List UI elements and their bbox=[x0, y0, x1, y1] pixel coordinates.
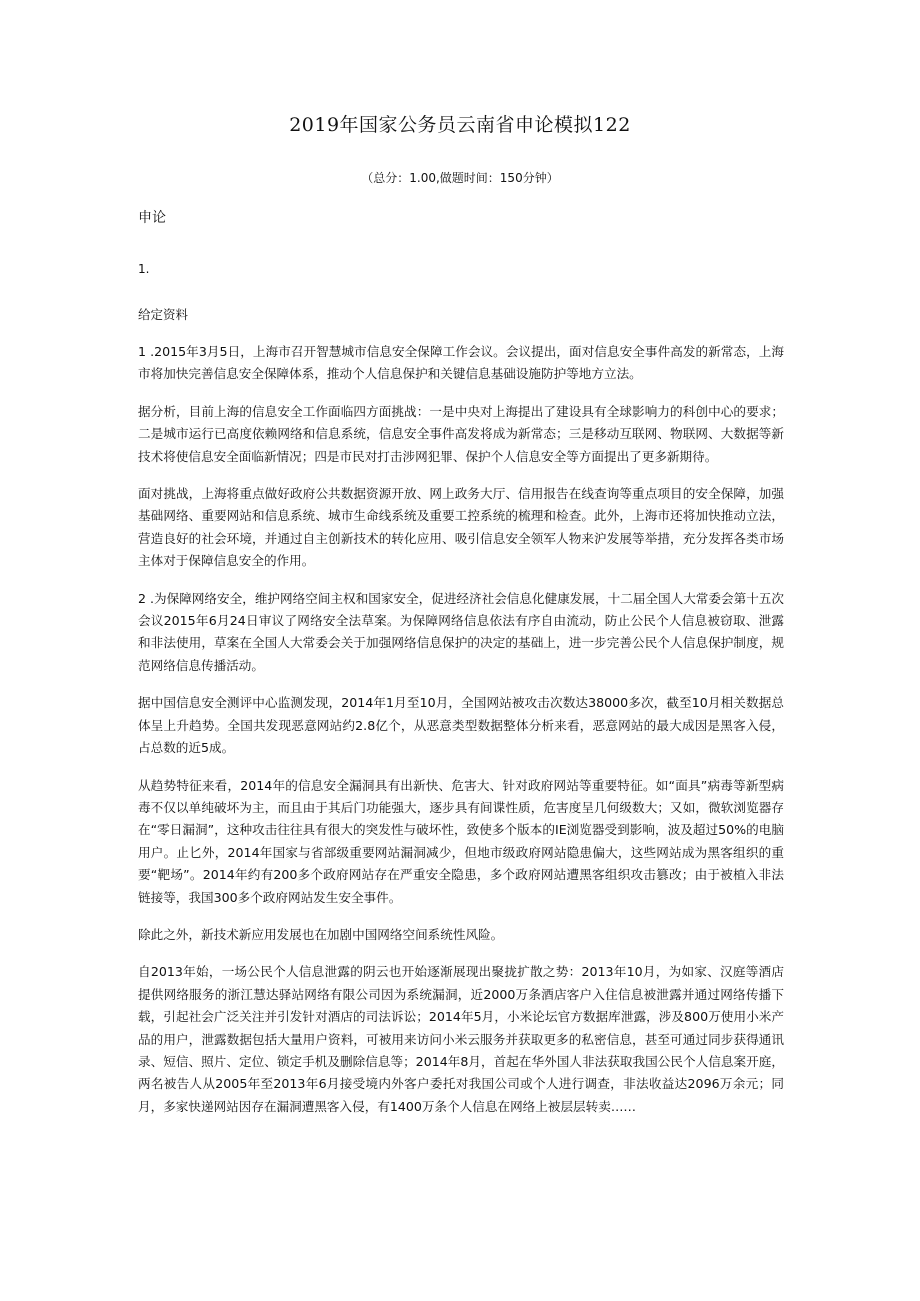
paragraph-6: 从趋势特征来看，2014年的信息安全漏洞具有出新快、危害大、针对政府网站等重要特征。如“面具”病毒等新型病毒不仅以单纯破坏为主，而且由于其后门功能强大，逐步具有间谍性质，危害度呈几何级数大；又如，微软浏览器存在“零日漏洞”，这种攻击往往具有很大的突发性与破坏性，致使多个版本的IE浏览器受到影响，波及超过50%的电脑用户。止匕外，2014年国家与省部级重要网站漏洞减少，但地市级政府网站隐患偏大，这些网站成为黑客组织的重要“靶场”。2014年约有200多个政府网站存在严重安全隐患，多个政府网站遭黑客组织攻击篡改；由于被植入非法链接等，我国300多个政府网站发生安全事件。 bbox=[138, 777, 784, 905]
paragraph-1: 1 .2015年3月5日，上海市召开智慧城市信息安全保障工作会议。会议提出，面对信息安全事件高发的新常态，上海市将加快完善信息安全保障体系，推动个人信息保护和关键信息基础设施防护等地方立法。 bbox=[138, 344, 784, 382]
paragraph-8: 自2013年始，一场公民个人信息泄露的阴云也开始逐渐展现出聚拢扩散之势：2013年10月，为如家、汉庭等酒店提供网络服务的浙江慧达驿站网络有限公司因为系统漏洞，近2000万条酒店客户入住信息被泄露并通过网络传播下载，引起社会广泛关注并引发针对酒店的司法诉讼；2014年5月，小米论坛官方数据库泄露，涉及800万使用小米产品的用户，泄露数据包括大量用户资料，可被用来访问小米云服务并获取更多的私密信息，甚至可通过同步获得通讯录、短信、照片、定位、锁定手机及删除信息等；2014年8月，首起在华外国人非法获取我国公民个人信息案开庭，两名被告人从2005年至2013年6月接受境内外客户委托对我国公司或个人进行调查，非法收益达2096万余元；同月，多家快递网站因存在漏洞遭黑客入侵，有1400万条个人信息在网络上被层层转卖…… bbox=[138, 964, 784, 1114]
paragraph-4: 2 .为保障网络安全，维护网络空间主权和国家安全，促进经济社会信息化健康发展，十二届全国人大常委会第十五次会议2015年6月24日审议了网络安全法草案。为保障网络信息依法有序自由流动，防止公民个人信息被窃取、泄露和非法使用，草案在全国人大常委会关于加强网络信息保护的决定的基础上，进一步完善公民个人信息保护制度，规范网络信息传播活动。 bbox=[138, 590, 784, 673]
section-heading: 申论 bbox=[138, 210, 166, 226]
paragraph-7: 除此之外，新技术新应用发展也在加剧中国网络空间系统性风险。 bbox=[138, 926, 504, 942]
material-body bbox=[138, 341, 784, 1133]
paragraph-3: 面对挑战，上海将重点做好政府公共数据资源开放、网上政务大厅、信用报告在线查询等重点项目的安全保障，加强基础网络、重要网站和信息系统、城市生命线系统及重要工控系统的梳理和检查。此外，上海市还将加快推动立法，营造良好的社会环境，并通过自主创新技术的转化应用、吸引信息安全领军人物来沪发展等举措，充分发挥各类市场主体对于保障信息安全的作用。 bbox=[138, 486, 784, 569]
document-title: 2019年国家公务员云南省申论模拟122 bbox=[289, 114, 631, 136]
material-label: 给定资料 bbox=[138, 307, 189, 322]
paragraph-5: 据中国信息安全测评中心监测发现，2014年1月至10月，全国网站被攻击次数达38000多次，截至10月相关数据总体呈上升趋势。全国共发现恶意网站约2.8亿个，从恶意类型数据整体分析来看，恶意网站的最大成因是黑客入侵，占总数的近5成。 bbox=[138, 695, 784, 756]
exam-meta: （总分：1.00,做题时间：150分钟） bbox=[361, 171, 559, 185]
paragraph-2: 据分析，目前上海的信息安全工作面临四方面挑战：一是中央对上海提出了建设具有全球影响力的科创中心的要求；二是城市运行已高度依赖网络和信息系统，信息安全事件高发将成为新常态；三是移动互联网、物联网、大数据等新技术将使信息安全面临新情况；四是市民对打击涉网犯罪、保护个人信息安全等方面提出了更多新期待。 bbox=[138, 403, 784, 464]
question-number: 1. bbox=[138, 262, 150, 276]
